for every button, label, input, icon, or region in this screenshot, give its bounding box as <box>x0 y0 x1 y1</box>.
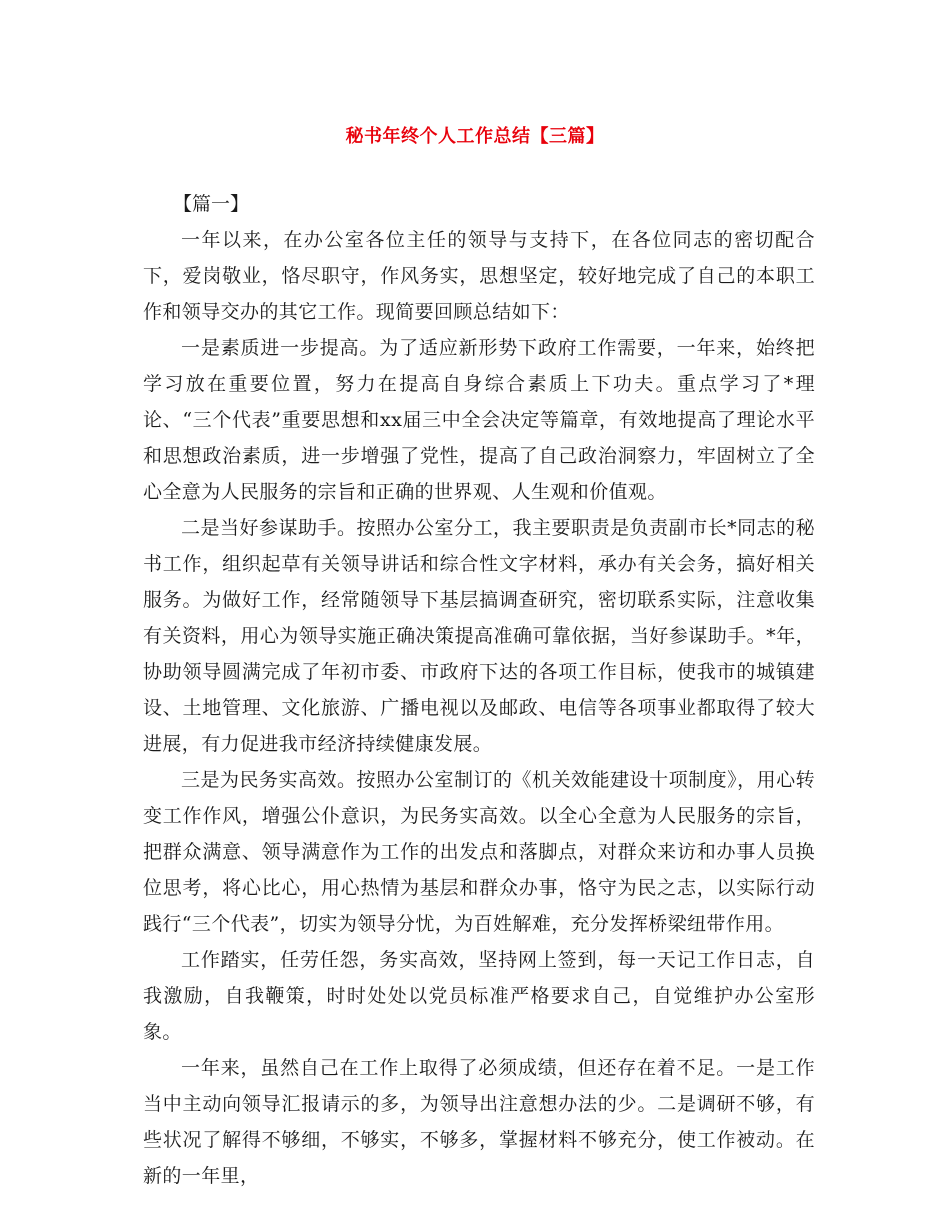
paragraph-diligence: 工作踏实，任劳任怨，务实高效，坚持网上签到，每一天记工作日志，自我激励，自我鞭策，时时处处以党员标准严格要求自己，自觉维护办公室形象。 <box>143 949 815 1043</box>
section-heading: 【篇一】 <box>173 193 250 215</box>
paragraph-intro: 一年以来，在办公室各位主任的领导与支持下，在各位同志的密切配合下，爱岗敬业，恪尽职守，作风务实，思想坚定，较好地完成了自己的本职工作和领导交办的其它工作。现简要回顾总结如下： <box>143 229 815 323</box>
paragraph-quality: 一是素质进一步提高。为了适应新形势下政府工作需要，一年来，始终把学习放在重要位置，努力在提高自身综合素质上下功夫。重点学习了*理论、“三个代表”重要思想和xx届三中全会决定等篇章，有效地提高了理论水平和思想政治素质，进一步增强了党性，提高了自己政治洞察力，牢固树立了全心全意为人民服务的宗旨和正确的世界观、人生观和价值观。 <box>143 337 815 503</box>
paragraph-shortcomings: 一年来，虽然自己在工作上取得了必须成绩，但还存在着不足。一是工作当中主动向领导汇报请示的多，为领导出注意想办法的少。二是调研不够，有些状况了解得不够细，不够实，不够多，掌握材料不够充分，使工作被动。在新的一年里， <box>143 1057 815 1187</box>
paragraph-service: 三是为民务实高效。按照办公室制订的《机关效能建设十项制度》，用心转变工作作风，增强公仆意识，为民务实高效。以全心全意为人民服务的宗旨，把群众满意、领导满意作为工作的出发点和落脚点，对群众来访和办事人员换位思考，将心比心，用心热情为基层和群众办事，恪守为民之志，以实际行动践行“三个代表”，切实为领导分忧，为百姓解难，充分发挥桥梁纽带作用。 <box>143 769 815 935</box>
document-body <box>143 186 815 1194</box>
paragraph-assistant: 二是当好参谋助手。按照办公室分工，我主要职责是负责副市长*同志的秘书工作，组织起草有关领导讲话和综合性文字材料，承办有关会务，搞好相关服务。为做好工作，经常随领导下基层搞调查研究，密切联系实际，注意收集有关资料，用心为领导实施正确决策提高准确可靠依据，当好参谋助手。*年，协助领导圆满完成了年初市委、市政府下达的各项工作目标，使我市的城镇建设、土地管理、文化旅游、广播电视以及邮政、电信等各项事业都取得了较大进展，有力促进我市经济持续健康发展。 <box>143 517 815 755</box>
document-title: 秘书年终个人工作总结【三篇】 <box>345 126 605 147</box>
